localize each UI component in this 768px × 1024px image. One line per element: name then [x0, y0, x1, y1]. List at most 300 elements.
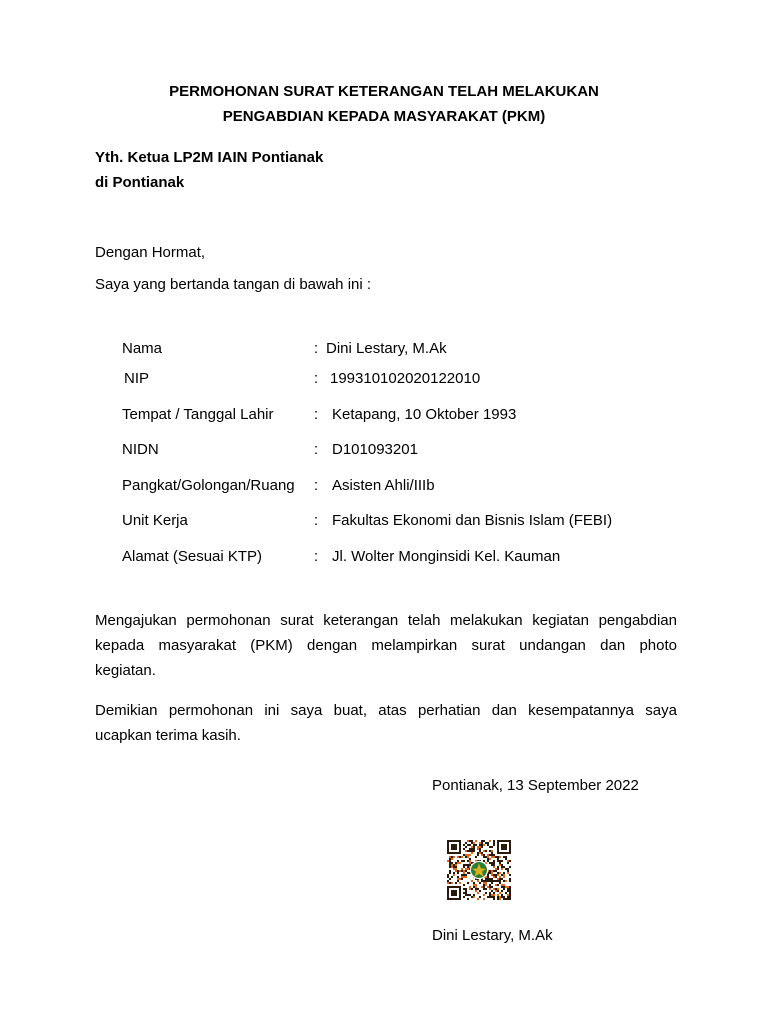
field-row-nidn [122, 441, 682, 461]
qr-module [495, 876, 497, 878]
qr-module [487, 886, 489, 888]
qr-module [479, 850, 481, 852]
signature-place-date: Pontianak, 13 September 2022 [432, 777, 639, 794]
qr-module [503, 874, 505, 876]
qr-module [489, 880, 491, 882]
qr-module [489, 872, 491, 874]
qr-module [501, 864, 503, 866]
field-label: Alamat (Sesuai KTP) [122, 548, 263, 565]
qr-module [481, 880, 483, 882]
field-row-address [122, 548, 682, 568]
qr-module [491, 872, 493, 874]
qr-module [509, 888, 511, 890]
qr-module [471, 852, 473, 854]
qr-module [463, 884, 465, 886]
qr-module [461, 870, 463, 872]
qr-module [449, 862, 451, 864]
qr-module [487, 874, 489, 876]
qr-module [449, 856, 451, 858]
paragraph-line: Mengajukan permohonan surat keterangan telah melakukan kegiatan pengabdian [95, 612, 677, 629]
qr-module [475, 884, 477, 886]
qr-module [449, 858, 451, 860]
qr-module [467, 864, 469, 866]
qr-module [495, 868, 497, 870]
qr-module [499, 880, 501, 882]
qr-module [501, 860, 503, 862]
qr-module [481, 886, 483, 888]
qr-module [463, 844, 465, 846]
qr-module [509, 880, 511, 882]
qr-module [479, 844, 481, 846]
qr-module [483, 840, 485, 842]
qr-module [483, 860, 485, 862]
qr-module [495, 870, 497, 872]
qr-module [491, 878, 493, 880]
qr-module [505, 892, 507, 894]
qr-module [451, 864, 453, 866]
qr-module [465, 876, 467, 878]
qr-module [467, 854, 469, 856]
qr-module [467, 894, 469, 896]
qr-module [477, 880, 479, 882]
qr-module [479, 890, 481, 892]
qr-module [447, 880, 449, 882]
qr-module [457, 880, 459, 882]
qr-module [473, 886, 475, 888]
qr-module [501, 890, 503, 892]
qr-module [491, 852, 493, 854]
qr-module [473, 846, 475, 848]
qr-module [477, 898, 479, 900]
qr-module [493, 888, 495, 890]
qr-module [491, 890, 493, 892]
qr-module [509, 898, 511, 900]
field-value: Asisten Ahli/IIIb [332, 477, 435, 494]
qr-module [465, 850, 467, 852]
qr-module [463, 876, 465, 878]
qr-module [489, 894, 491, 896]
qr-module [469, 844, 471, 846]
field-value: Fakultas Ekonomi dan Bisnis Islam (FEBI) [332, 512, 613, 529]
qr-module [467, 840, 469, 842]
qr-module [493, 866, 495, 868]
qr-module [485, 888, 487, 890]
qr-module [483, 844, 485, 846]
qr-module [499, 892, 501, 894]
field-row-name [122, 340, 682, 360]
qr-module [473, 850, 475, 852]
field-row-rank [122, 477, 682, 497]
qr-module [501, 874, 503, 876]
qr-module [481, 854, 483, 856]
qr-module [483, 894, 485, 896]
qr-module [463, 870, 465, 872]
qr-module [483, 850, 485, 852]
qr-module [461, 876, 463, 878]
qr-module [501, 884, 503, 886]
qr-module [495, 856, 497, 858]
qr-module [493, 892, 495, 894]
field-label: NIDN [122, 441, 159, 458]
qr-module [501, 894, 503, 896]
qr-module [449, 870, 451, 872]
qr-module [463, 896, 465, 898]
qr-module [461, 860, 463, 862]
qr-module [483, 888, 485, 890]
qr-module [467, 882, 469, 884]
qr-module [491, 896, 493, 898]
qr-module [499, 856, 501, 858]
field-colon: : [314, 370, 319, 387]
qr-module [465, 870, 467, 872]
qr-module [467, 898, 469, 900]
qr-module [489, 850, 491, 852]
qr-module [495, 890, 497, 892]
qr-module [477, 852, 479, 854]
qr-module [507, 860, 509, 862]
paragraph-line: Demikian permohonan ini saya buat, atas perhatian dan kesempatannya saya [95, 702, 677, 719]
qr-module [483, 854, 485, 856]
qr-module [465, 856, 467, 858]
qr-module [491, 882, 493, 884]
qr-module [483, 898, 485, 900]
intro-text: Saya yang bertanda tangan di bawah ini : [95, 276, 372, 293]
qr-module [507, 890, 509, 892]
qr-module [489, 888, 491, 890]
qr-module [485, 850, 487, 852]
qr-module [503, 856, 505, 858]
qr-module [497, 898, 499, 900]
field-label: Pangkat/Golongan/Ruang [122, 477, 295, 494]
qr-module [467, 872, 469, 874]
qr-module [501, 866, 503, 868]
qr-module [501, 896, 503, 898]
qr-module [485, 878, 487, 880]
qr-module [507, 886, 509, 888]
qr-module [497, 880, 499, 882]
qr-module [463, 854, 465, 856]
body-paragraph-2 [95, 698, 677, 748]
qr-module [487, 842, 489, 844]
qr-module [499, 882, 501, 884]
qr-module [475, 856, 477, 858]
qr-module [459, 870, 461, 872]
qr-module [461, 874, 463, 876]
qr-module [503, 886, 505, 888]
qr-module [499, 898, 501, 900]
qr-module [487, 876, 489, 878]
qr-module [463, 864, 465, 866]
qr-module [499, 864, 501, 866]
qr-module [475, 888, 477, 890]
qr-module [493, 842, 495, 844]
qr-module [497, 856, 499, 858]
qr-module [503, 876, 505, 878]
qr-module [507, 862, 509, 864]
qr-module [487, 854, 489, 856]
qr-module [473, 842, 475, 844]
qr-module [483, 856, 485, 858]
qr-module [505, 886, 507, 888]
qr-module [491, 880, 493, 882]
qr-module [469, 848, 471, 850]
qr-module [493, 854, 495, 856]
body-paragraph-1 [95, 608, 677, 683]
qr-module [455, 870, 457, 872]
qr-module [491, 862, 493, 864]
qr-module [497, 890, 499, 892]
qr-module [469, 862, 471, 864]
qr-module [509, 860, 511, 862]
qr-module [451, 862, 453, 864]
qr-module [469, 840, 471, 842]
qr-module [475, 890, 477, 892]
qr-module [477, 888, 479, 890]
paragraph-line: kegiatan. [95, 662, 156, 679]
qr-module [467, 850, 469, 852]
qr-module [493, 840, 495, 842]
field-value: 199310102020122010 [330, 370, 481, 387]
qr-module [509, 878, 511, 880]
qr-module [505, 858, 507, 860]
qr-module [487, 844, 489, 846]
qr-module [453, 868, 455, 870]
qr-module [489, 892, 491, 894]
qr-module [493, 874, 495, 876]
qr-module [491, 854, 493, 856]
qr-module [467, 860, 469, 862]
qr-module [459, 862, 461, 864]
qr-module [487, 856, 489, 858]
qr-module [499, 862, 501, 864]
qr-module [467, 844, 469, 846]
qr-module [487, 896, 489, 898]
qr-module [489, 846, 491, 848]
qr-module [497, 896, 499, 898]
qr-module [497, 860, 499, 862]
qr-module [453, 872, 455, 874]
qr-module [465, 894, 467, 896]
qr-module [503, 896, 505, 898]
qr-module [465, 888, 467, 890]
qr-module [493, 876, 495, 878]
paragraph-line: ucapkan terima kasih. [95, 727, 241, 744]
qr-module [509, 874, 511, 876]
qr-module [473, 894, 475, 896]
qr-module [451, 858, 453, 860]
qr-module [463, 866, 465, 868]
qr-module [449, 864, 451, 866]
qr-module [463, 888, 465, 890]
qr-module [493, 880, 495, 882]
qr-module [449, 860, 451, 862]
qr-module [471, 842, 473, 844]
qr-module [465, 854, 467, 856]
qr-module [469, 860, 471, 862]
qr-module [507, 894, 509, 896]
qr-module [485, 882, 487, 884]
qr-module [453, 856, 455, 858]
qr-module [493, 856, 495, 858]
qr-module [507, 888, 509, 890]
qr-module [473, 882, 475, 884]
qr-module [471, 850, 473, 852]
qr-module [479, 846, 481, 848]
qr-module [489, 854, 491, 856]
qr-module [467, 868, 469, 870]
qr-module [469, 854, 471, 856]
field-colon: : [314, 477, 319, 494]
qr-module [495, 884, 497, 886]
qr-module [509, 886, 511, 888]
qr-module [495, 888, 497, 890]
qr-code-icon [447, 840, 511, 900]
qr-module [509, 894, 511, 896]
qr-module [493, 870, 495, 872]
qr-module [463, 872, 465, 874]
qr-module [469, 850, 471, 852]
qr-module [457, 878, 459, 880]
field-colon: : [314, 340, 319, 357]
qr-module [491, 856, 493, 858]
qr-module [463, 860, 465, 862]
qr-module [455, 862, 457, 864]
qr-module [471, 896, 473, 898]
field-colon: : [314, 441, 319, 458]
qr-module [451, 876, 453, 878]
qr-module [471, 848, 473, 850]
qr-module [483, 884, 485, 886]
qr-module [457, 856, 459, 858]
qr-module [489, 896, 491, 898]
qr-module [497, 888, 499, 890]
qr-module [499, 896, 501, 898]
field-value: Jl. Wolter Monginsidi Kel. Kauman [332, 548, 561, 565]
qr-module [463, 892, 465, 894]
qr-module [457, 872, 459, 874]
qr-module [479, 848, 481, 850]
qr-module [453, 866, 455, 868]
qr-module [457, 870, 459, 872]
paragraph-line: kepada masyarakat (PKM) dengan melampirkan surat undangan dan photo [95, 637, 677, 654]
qr-module [471, 846, 473, 848]
qr-module [479, 882, 481, 884]
qr-module [493, 844, 495, 846]
qr-module [497, 866, 499, 868]
qr-module [503, 866, 505, 868]
qr-module [481, 844, 483, 846]
qr-module [467, 856, 469, 858]
qr-module [489, 862, 491, 864]
qr-module [487, 878, 489, 880]
qr-module [477, 846, 479, 848]
field-label: Unit Kerja [122, 512, 188, 529]
qr-module [465, 842, 467, 844]
qr-module [481, 846, 483, 848]
qr-module [493, 864, 495, 866]
field-label: Tempat / Tanggal Lahir [122, 406, 274, 423]
qr-module [449, 866, 451, 868]
qr-module [485, 892, 487, 894]
field-value: D101093201 [332, 441, 418, 458]
qr-module [507, 872, 509, 874]
qr-module [497, 858, 499, 860]
qr-module [469, 888, 471, 890]
qr-module [501, 878, 503, 880]
qr-module [459, 878, 461, 880]
qr-module [449, 882, 451, 884]
qr-module [461, 878, 463, 880]
qr-module [505, 868, 507, 870]
qr-module [461, 856, 463, 858]
qr-module [449, 878, 451, 880]
qr-module [469, 894, 471, 896]
qr-module [447, 874, 449, 876]
qr-module [479, 852, 481, 854]
qr-module [491, 850, 493, 852]
qr-module [487, 860, 489, 862]
qr-module [455, 866, 457, 868]
qr-module [489, 870, 491, 872]
qr-module [481, 842, 483, 844]
qr-module [447, 860, 449, 862]
qr-module [501, 886, 503, 888]
qr-module [471, 888, 473, 890]
field-colon: : [314, 512, 319, 529]
qr-module [505, 856, 507, 858]
qr-module [497, 884, 499, 886]
qr-module [471, 840, 473, 842]
qr-module [471, 880, 473, 882]
qr-module [463, 874, 465, 876]
qr-module [507, 898, 509, 900]
qr-module [483, 886, 485, 888]
qr-module [469, 886, 471, 888]
qr-module [491, 886, 493, 888]
greeting: Dengan Hormat, [95, 244, 206, 261]
qr-module [503, 888, 505, 890]
field-colon: : [314, 548, 319, 565]
qr-module [491, 874, 493, 876]
qr-module [493, 896, 495, 898]
qr-module [485, 884, 487, 886]
qr-module [491, 864, 493, 866]
letter-title-line2: PENGABDIAN KEPADA MASYARAKAT (PKM) [222, 108, 546, 125]
qr-module [479, 896, 481, 898]
qr-module [465, 874, 467, 876]
qr-module [447, 882, 449, 884]
qr-module [491, 870, 493, 872]
qr-module [459, 882, 461, 884]
qr-module [497, 872, 499, 874]
qr-module [499, 876, 501, 878]
signature-name: Dini Lestary, M.Ak [432, 927, 553, 944]
qr-module [469, 864, 471, 866]
field-value: Dini Lestary, M.Ak [326, 340, 447, 357]
qr-module [493, 860, 495, 862]
qr-module [505, 880, 507, 882]
qr-module [497, 878, 499, 880]
qr-module [505, 898, 507, 900]
qr-module [481, 840, 483, 842]
qr-module [485, 856, 487, 858]
field-row-birth [122, 406, 682, 426]
qr-module [481, 852, 483, 854]
qr-module [475, 844, 477, 846]
qr-module [477, 854, 479, 856]
qr-module [489, 840, 491, 842]
qr-module [455, 864, 457, 866]
